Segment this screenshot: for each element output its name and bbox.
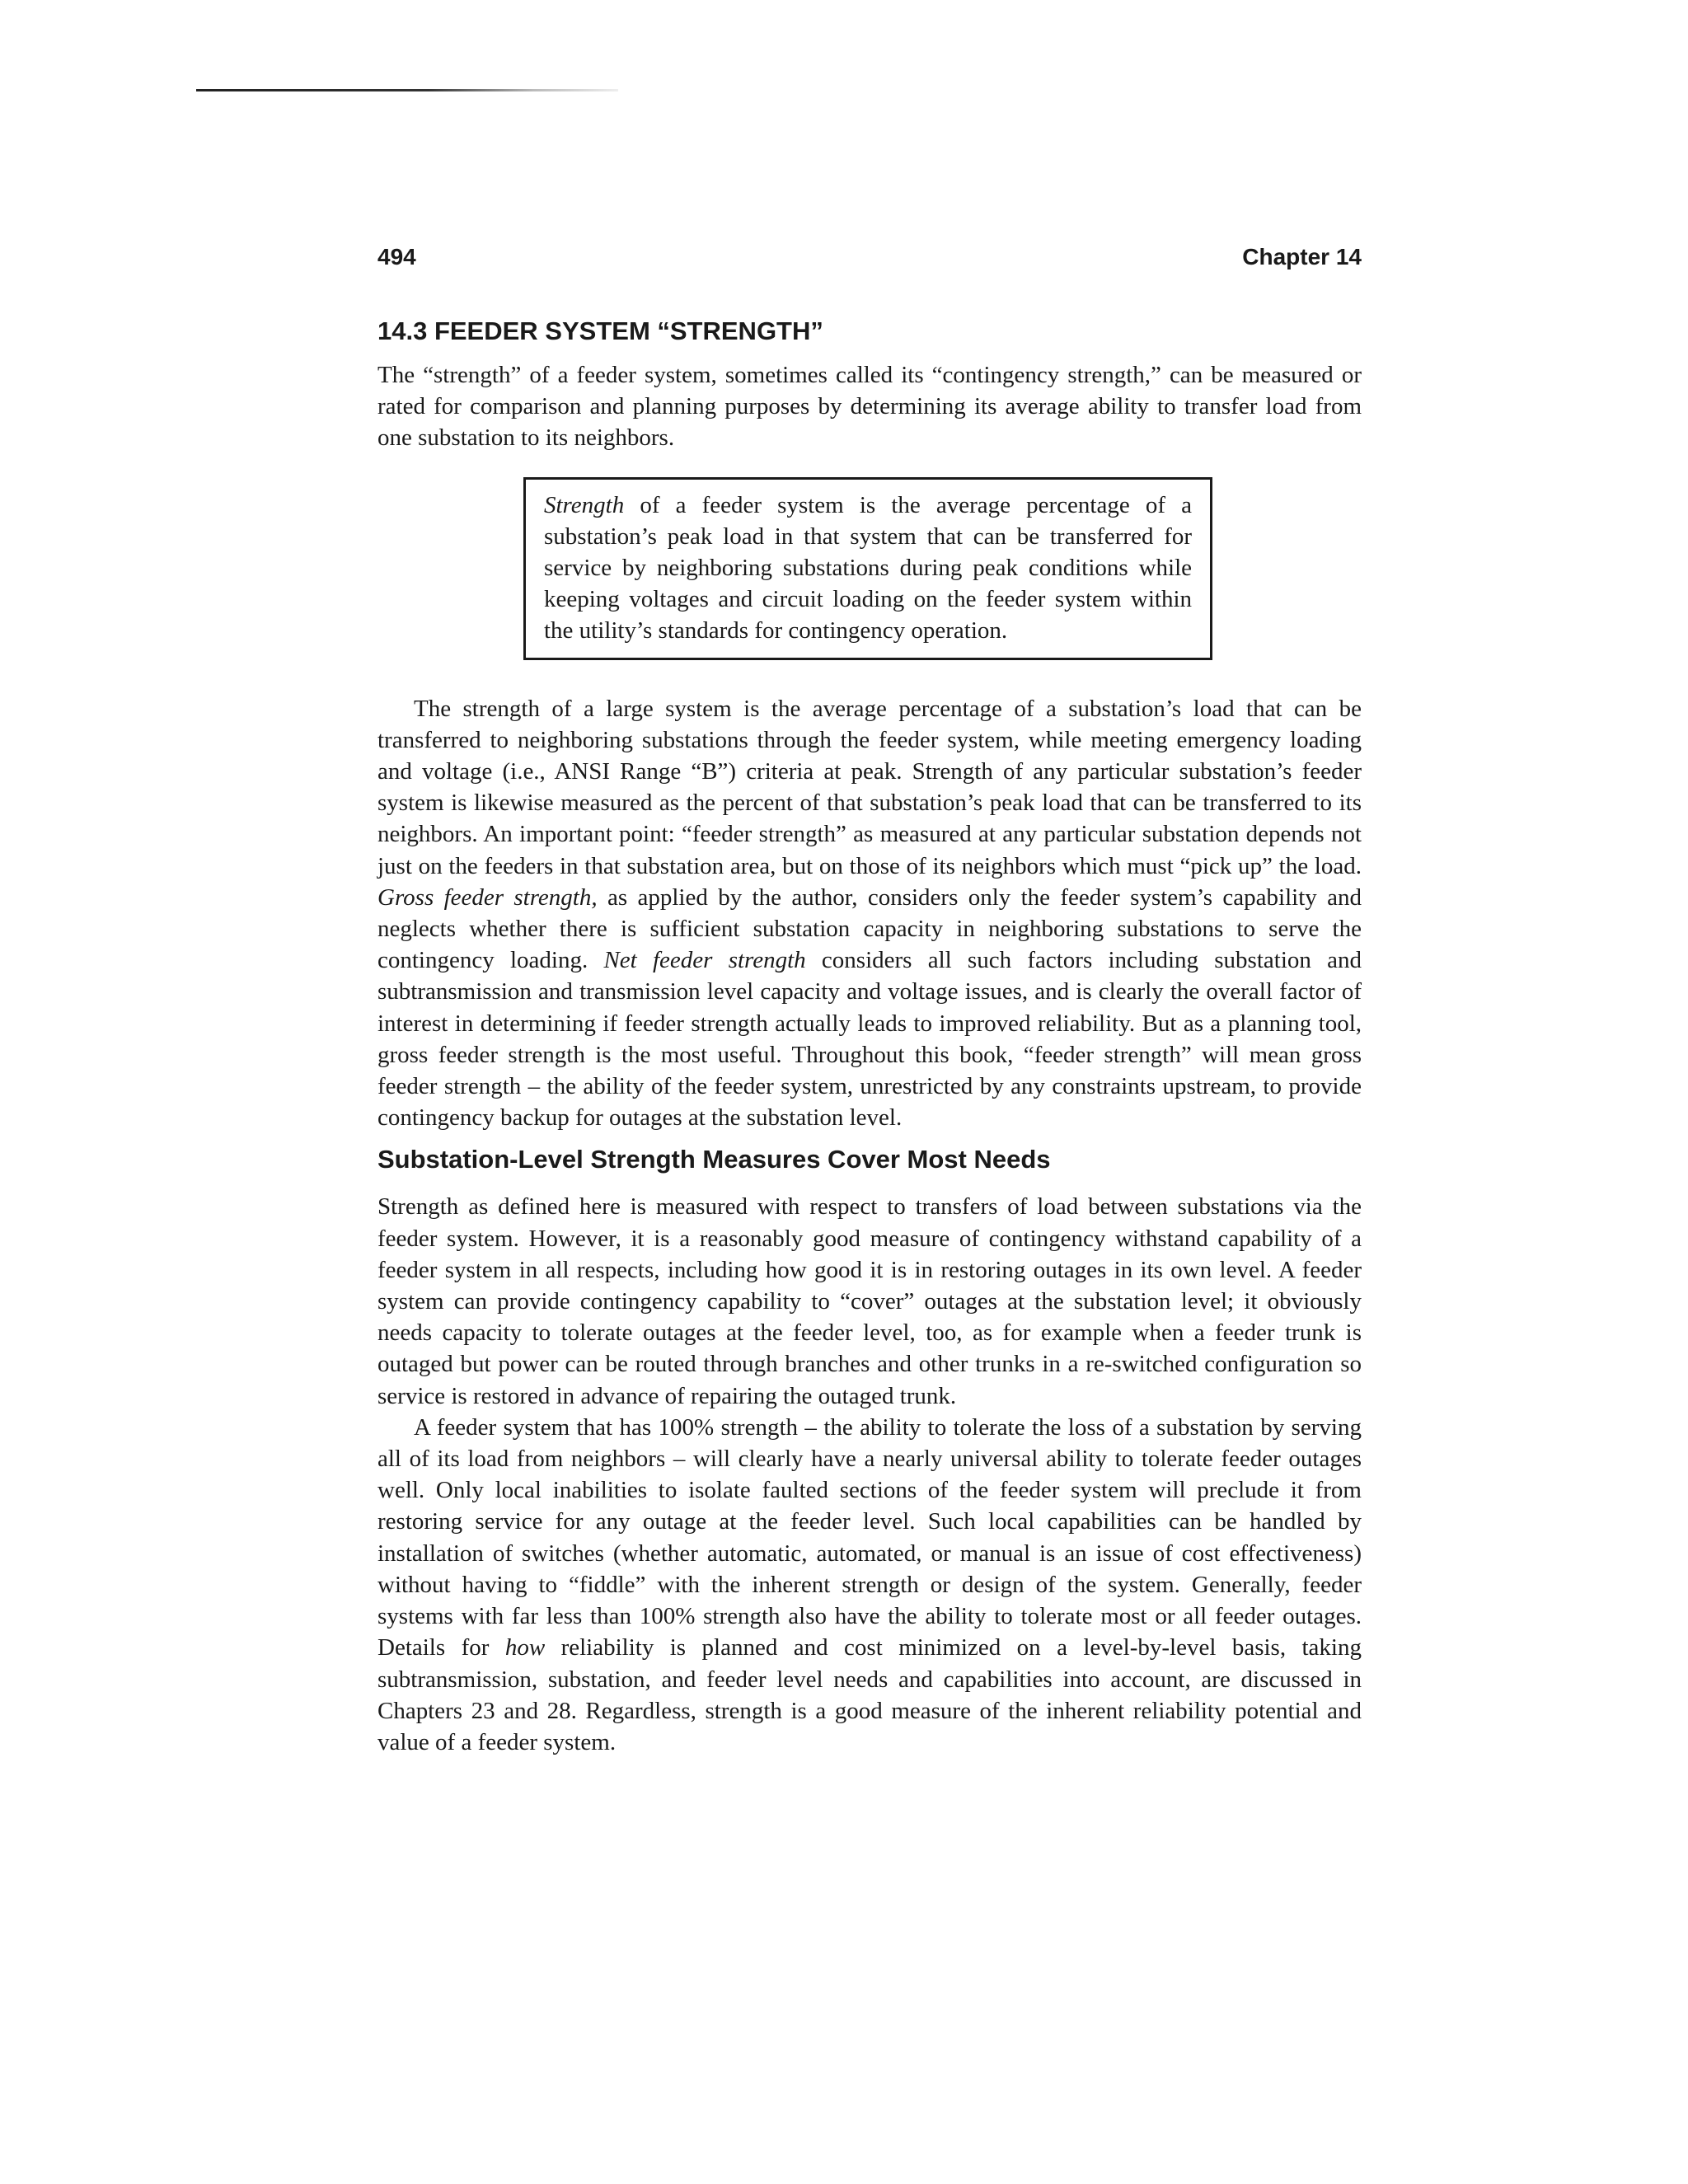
subsection-heading: Substation-Level Strength Measures Cover Most Needs	[377, 1145, 1051, 1174]
section-heading: 14.3 FEEDER SYSTEM “STRENGTH”	[377, 316, 823, 345]
top-rule	[196, 89, 618, 91]
net-feeder-strength-term: Net feeder strength	[603, 947, 806, 974]
strength-paragraph-text-2: as applied by the author, considers only the feeder system’s capability and neglects whether there is sufficient substation capacity in neighboring substations to serve the contingency loading.	[377, 883, 1362, 974]
how-emphasis: how	[504, 1634, 546, 1661]
strength-paragraph-text-1: The strength of a large system is the average percentage of a substation’s load that can be transferred to neighboring substations through the feeder system, while meeting emergency loading and voltage (i.e., ANSI Range “B”) criteria at peak. Strength of any particular substation’s feeder system is likewise measured as the percent of that substation’s peak load that can be transferred to its neighbors. An important point: “feeder strength” as measured at any particular substation depends not just on the feeders in that substation area, but on those of its neighbors which must “pick up” the load.	[377, 695, 1362, 879]
page-body	[377, 315, 1362, 1758]
strength-paragraph-text-3: considers all such factors including substation and subtransmission and transmission level capacity and voltage issues, and is clearly the overall factor of interest in determining if feeder strength actually leads to improved reliability. But as a planning tool, gross feeder strength is the most useful. Throughout this book, “feeder strength” will mean gross feeder strength – the ability of the feeder system, unrestricted by any constraints upstream, to provide contingency backup for outages at the substation level.	[377, 947, 1362, 1132]
gross-feeder-strength-term: Gross feeder strength,	[377, 883, 598, 911]
subsection-paragraph-2	[377, 1412, 1362, 1758]
subsection-paragraph-2-text-1: A feeder system that has 100% strength – the ability to tolerate the loss of a substation by serving all of its load from neighbors – will clearly have a nearly universal ability to tolerate feeder outages well. Only local inabilities to isolate faulted sections of the feeder system will preclude it from restoring service for any outage at the feeder level. Such local capabilities can be handled by installation of switches (whether automatic, automated, or manual is an issue of cost effectiveness) without having to “fiddle” with the inherent strength or design of the system. Generally, feeder systems with far less than 100% strength also have the ability to tolerate most or all feeder outages. Details for	[377, 1413, 1362, 1661]
subsection-paragraph-1: Strength as defined here is measured with respect to transfers of load between substations via the feeder system. However, it is a reasonably good measure of contingency withstand capability of a feeder system in all respects, including how good it is in restoring outages in its own level. A feeder system can provide contingency capability to “cover” outages at the substation level; it obviously needs capacity to tolerate outages at the feeder level, too, as for example when a feeder trunk is outaged but power can be routed through branches and other trunks in a re-switched configuration so service is restored in advance of repairing the outaged trunk.	[377, 1193, 1362, 1409]
definition-term: Strength	[544, 491, 625, 518]
definition-body: of a feeder system is the average percentage of a substation’s peak load in that system that can be transferred for service by neighboring substations during peak conditions while keeping voltages and circuit loading on the feeder system within the utility’s standards for contingency operation.	[544, 491, 1192, 644]
intro-paragraph: The “strength” of a feeder system, sometimes called its “contingency strength,” can be measured or rated for comparison and planning purposes by determining its average ability to transfer load from one substation to its neighbors.	[377, 362, 1362, 452]
definition-callout-box	[523, 477, 1212, 660]
page-number: 494	[377, 244, 416, 269]
chapter-label: Chapter 14	[1242, 244, 1362, 269]
definition-text	[544, 490, 1192, 646]
subsection-paragraph-2-text-2: reliability is planned and cost minimized on a level-by-level basis, taking subtransmission, substation, and feeder level needs and capabilities into account, are discussed in Chapters 23 and 28. Regardless, strength is a good measure of the inherent reliability potential and value of a feeder system.	[377, 1634, 1362, 1755]
strength-paragraph	[377, 693, 1362, 1134]
